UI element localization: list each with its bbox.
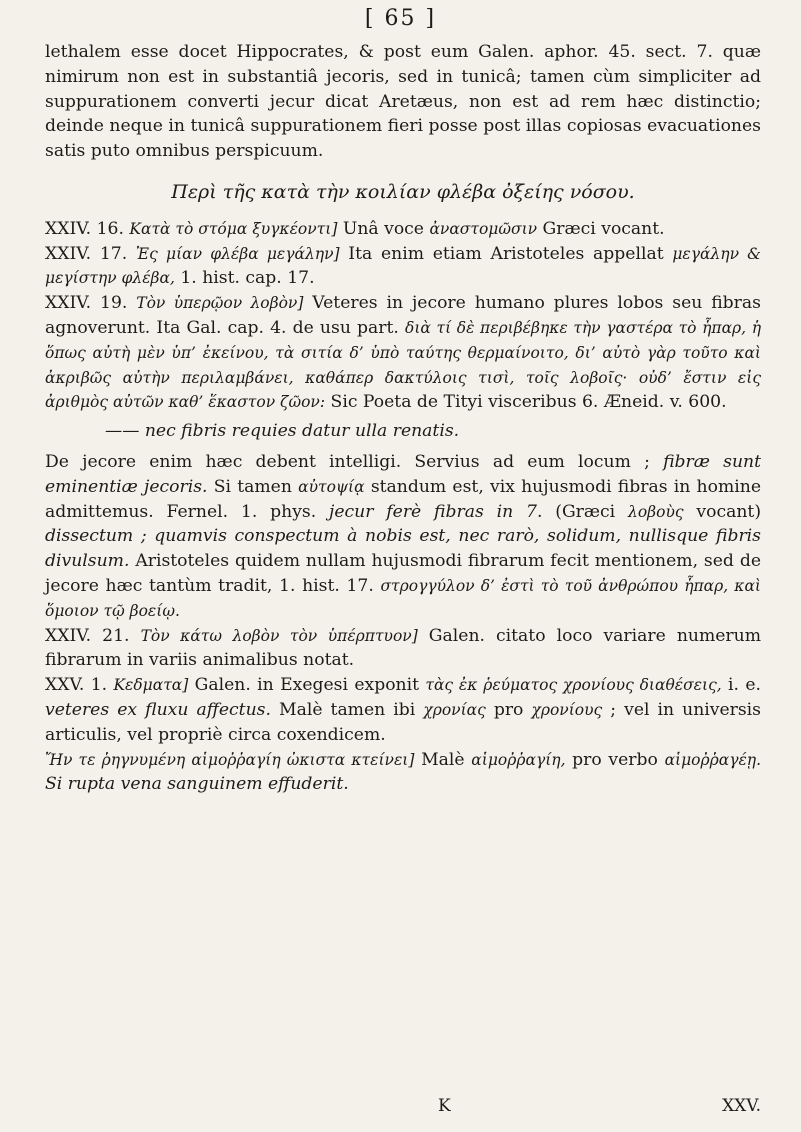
ref: XXIV. 17.	[45, 243, 136, 264]
signature-mark: K	[438, 1096, 451, 1116]
text: 1. hist. cap. 17.	[174, 268, 315, 289]
ref: XXIV. 16.	[45, 218, 130, 239]
greek-lemma: Τὸν ὑπερῷον λοβὸν]	[136, 294, 304, 313]
text: ; vel in universis articulis, vel propriè circa coxendicem.	[45, 699, 762, 745]
text: (Græci	[542, 501, 629, 522]
greek-term: αὐτοψίᾳ	[298, 477, 365, 496]
text: Si tamen	[207, 476, 299, 497]
text: Aristoteles quidem nullam hujusmodi fibrarum fecit mentionem, sed de jecore hæc tantùm tradit, 1. hist. 17.	[45, 551, 761, 596]
italic-text: Si rupta vena sanguinem effuderit.	[45, 774, 349, 795]
text: i. e.	[721, 675, 761, 696]
ref: XXV. 1.	[45, 675, 114, 696]
text: Veteres in jecore humano plures lobos seu fibras agnoverunt. Ita Gal. cap. 4. de usu part.	[45, 293, 761, 338]
text: pro verbo	[565, 749, 665, 770]
italic-text: veteres ex fluxu affectus.	[45, 699, 271, 720]
section-heading: Περὶ τῆς κατὰ τὴν κοιλίαν φλέβα ὀξείης νόσου.	[171, 180, 635, 203]
ref: XXIV. 21.	[45, 625, 141, 646]
text: pro	[485, 699, 532, 720]
greek-lemma: Κεδματα]	[113, 676, 189, 695]
greek-term: λοβοὺς	[628, 502, 684, 521]
ref: XXIV. 19.	[45, 293, 137, 314]
greek-quote: στρογγύλον δ’ ἐστὶ τὸ τοῦ ἀνθρώπου ἧπαρ, καὶ ὅμοιον τῷ βοείῳ.	[45, 576, 762, 620]
text: De jecore enim hæc debent intelligi. Servius ad eum locum ;	[45, 451, 664, 472]
text: Galen. citato loco variare numerum fibrarum in variis animalibus notat.	[45, 625, 762, 671]
paragraph-xxiv-21	[45, 624, 761, 674]
paragraph-xxiv-16	[45, 217, 761, 242]
italic-text: fibræ sunt eminentiæ jecoris.	[45, 451, 761, 497]
greek-lemma: Κατὰ τὸ στόμα ξυγκέοντι]	[129, 219, 338, 238]
paragraph-xxiv-17	[45, 242, 761, 292]
paragraph-xxv-1	[45, 673, 761, 747]
greek-lemma: Ἐς μίαν φλέβα μεγάλην]	[135, 244, 340, 263]
greek-quote: διὰ τί δὲ περιβέβηκε τὴν γαστέρα τὸ ἧπαρ, ἡ ὅπως αὐτὴ μὲν ὑπ’ ἐκείνου, τὰ σιτία δ’ ὑπὸ ταύτης θερμαίνοιτο, δι’ αὐτὸ γὰρ τοῦτο καὶ ἀκριβῶς αὐτὴν περιλαμβάνει, καθάπερ δακτύλοις τισὶ, τοῖς λοβοῖς· οὐδ’ ἔστιν εἰς ἀριθμὸς αὐτῶν καθ’ ἕκαστον ζῶον:	[45, 318, 761, 412]
text: Malè	[414, 749, 472, 770]
text: Unâ voce	[337, 218, 430, 239]
text: Malè tamen ibi	[270, 699, 424, 720]
greek-term: αἱμοῤῥαγέῃ.	[664, 750, 761, 769]
text: standum est, vix hujusmodi fibras in homine admittemus. Fernel. 1. phys.	[45, 476, 761, 522]
paragraph-1: lethalem esse docet Hippocrates, & post eum Galen. aphor. 45. sect. 7. quæ nimirum non est in substantiâ jecoris, sed in tunicâ; tamen cùm simpliciter ad suppurationem converti jecur dicat Aretæus, non est ad rem hæc distinctio; deinde neque in tunicâ suppurationem fieri posse post illas copiosas evacuationes satis puto omnibus perspicuum.	[45, 42, 761, 162]
italic-text: jecur ferè fibras in 7.	[329, 501, 543, 522]
greek-term: αἱμοῤῥαγίη,	[471, 750, 566, 769]
text: Galen. in Exegesi exponit	[188, 675, 426, 696]
text: Sic Poeta de Tityi visceribus 6. Æneid. v. 600.	[325, 392, 727, 413]
italic-text: dissectum ; quamvis conspectum à nobis est, nec rarò, solidum, nullisque fibris divulsum.	[45, 526, 761, 572]
greek-term: χρονίους	[531, 700, 603, 719]
greek-lemma: Τὸν κάτω λοβὸν τὸν ὑπέρπτυον]	[140, 626, 418, 645]
paragraph-ente	[45, 748, 761, 798]
text-body	[45, 40, 761, 797]
greek-term: χρονίας	[423, 700, 486, 719]
greek-term: Ἤν τε	[45, 750, 102, 769]
greek-term: τὰς ἐκ ῥεύματος χρονίους διαθέσεις,	[425, 676, 722, 695]
text: vocant)	[683, 501, 762, 522]
verse-quote: —— nec fibris requies datur ulla renatis.	[105, 421, 460, 442]
greek-lemma: ῥηγνυμένη αἱμοῤῥαγίη ὠκιστα κτείνει]	[101, 750, 415, 769]
greek-term: μεγάλην & μεγίστην φλέβα,	[45, 244, 761, 288]
page-number: [ 65 ]	[364, 6, 437, 31]
text: Græci vocant.	[537, 218, 665, 239]
paragraph-jecore	[45, 450, 761, 624]
paragraph-xxiv-19	[45, 291, 761, 415]
greek-term: ἀναστομῶσιν	[429, 219, 538, 238]
catchword: XXV.	[722, 1096, 761, 1116]
text: Ita enim etiam Aristoteles appellat	[339, 243, 673, 264]
